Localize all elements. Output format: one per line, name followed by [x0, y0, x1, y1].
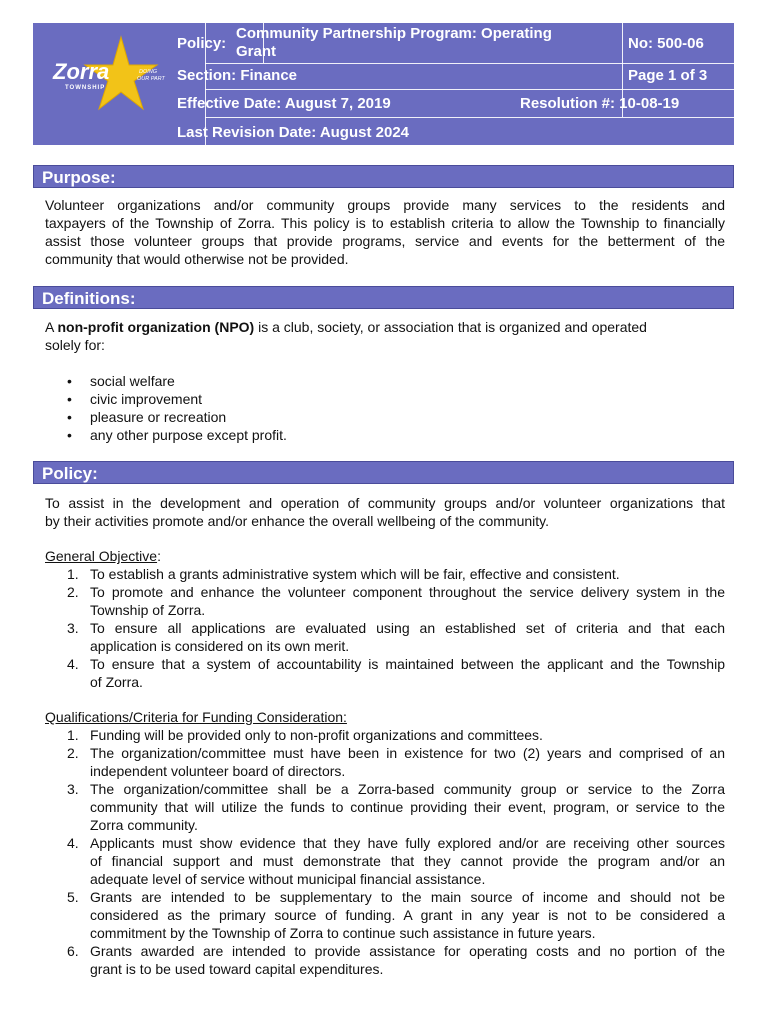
- list-item-line: The organization/committee must have been in existence for two (2) years and comprised of an: [90, 745, 725, 761]
- list-number: 6.: [67, 943, 79, 959]
- purpose-heading: Purpose:: [33, 165, 734, 188]
- list-number: 3.: [67, 620, 79, 636]
- list-item-line: commitment by the Township of Zorra to continue such assistance in future years.: [90, 925, 596, 941]
- list-number: 3.: [67, 781, 79, 797]
- logo-tagline-2: OUR PART: [137, 76, 165, 82]
- list-item-line: To ensure all applications are evaluated using an established set of criteria and that each: [90, 620, 725, 636]
- policy-header: [33, 23, 734, 145]
- policy-paragraph: To assist in the development and operation of community groups and/or volunteer organizations that by their activities promote and/or enhance the overall wellbeing of the community.: [45, 495, 725, 529]
- list-number: 2.: [67, 584, 79, 600]
- general-objectives-list: [45, 565, 725, 691]
- list-number: 2.: [67, 745, 79, 761]
- list-number: 5.: [67, 889, 79, 905]
- list-item-line: Zorra community.: [90, 817, 198, 833]
- qualifications-list: [45, 726, 725, 978]
- list-item-line: The organization/committee shall be a Zorra-based community group or service to the Zorra: [90, 781, 725, 797]
- list-item-line: To ensure that a system of accountability is maintained between the applicant and the Township: [90, 656, 725, 672]
- list-number: 1.: [67, 566, 79, 582]
- policy-number: No: 500-06: [628, 35, 704, 52]
- list-item-line: Grants are intended to be supplementary to the main source of income and should not be: [90, 889, 725, 905]
- list-item: [45, 655, 725, 691]
- policy-heading: Policy:: [33, 461, 734, 484]
- list-item-line: grant is to be used toward capital expenditures.: [90, 961, 384, 977]
- list-item: [45, 726, 725, 744]
- list-item-line: Grants awarded are intended to provide assistance for operating costs and no portion of the: [90, 943, 725, 959]
- policy-title-line1: Community Partnership Program: Operating: [236, 25, 552, 42]
- list-item-line: To promote and enhance the volunteer component throughout the service delivery system in the: [90, 584, 725, 600]
- list-item-line: Applicants must show evidence that they have fully explored and/or are receiving other sources: [90, 835, 725, 851]
- list-item: • social welfare: [45, 372, 287, 390]
- list-item: [45, 619, 725, 655]
- logo-township: TOWNSHIP: [65, 85, 106, 91]
- list-item: [45, 744, 725, 780]
- logo-tagline-1: DOING: [139, 69, 158, 75]
- policy-title-line2: Grant: [236, 43, 277, 60]
- purpose-paragraph: Volunteer organizations and/or community groups provide many services to the residents and taxpayers of the Township of Zorra. This policy is to establish criteria to allow the Township to financially assist those volunteer groups that provide programs, service and events for the betterment of the community that would otherwise not be provided.: [45, 197, 725, 267]
- resolution-number: Resolution #: 10-08-19: [520, 95, 680, 112]
- list-item: • civic improvement: [45, 390, 287, 408]
- npo-term: non-profit organization (NPO): [57, 319, 255, 335]
- list-item: [45, 565, 725, 583]
- list-item-line: community that will utilize the funds to continue providing their event, program, or service to the: [90, 799, 725, 815]
- npo-purpose-list: [45, 372, 287, 444]
- list-item-line: Township of Zorra.: [90, 602, 206, 618]
- list-item-line: adequate level of service without municipal financial assistance.: [90, 871, 486, 887]
- definitions-heading: Definitions:: [33, 286, 734, 309]
- list-item-line: independent volunteer board of directors.: [90, 763, 346, 779]
- qualifications-heading: Qualifications/Criteria for Funding Consideration:: [45, 709, 347, 725]
- logo-wordmark: Zorra: [53, 59, 110, 84]
- general-objective-heading: General Objective:: [45, 548, 161, 564]
- policy-label: Policy:: [177, 35, 227, 52]
- list-item-line: Funding will be provided only to non-profit organizations and committees.: [90, 727, 543, 743]
- list-item-line: of Zorra.: [90, 674, 143, 690]
- list-item-line: application is considered on its own merit.: [90, 638, 350, 654]
- list-number: 4.: [67, 835, 79, 851]
- list-item: [45, 834, 725, 888]
- list-item: [45, 780, 725, 834]
- last-revision-date: Last Revision Date: August 2024: [177, 124, 410, 141]
- npo-definition: A non-profit organization (NPO) is a club, society, or association that is organized and operated solely for:: [45, 319, 647, 353]
- section-field: Section: Finance: [177, 67, 298, 84]
- list-item: [45, 942, 725, 978]
- list-number: 1.: [67, 727, 79, 743]
- list-number: 4.: [67, 656, 79, 672]
- list-item-line: To establish a grants administrative system which will be fair, effective and consistent.: [90, 566, 620, 582]
- list-item: • any other purpose except profit.: [45, 426, 287, 444]
- effective-date: Effective Date: August 7, 2019: [177, 95, 391, 112]
- zorra-logo: [33, 23, 173, 145]
- list-item: • pleasure or recreation: [45, 408, 287, 426]
- list-item-line: considered as the primary source of funding. A grant in any year is not to be considered a: [90, 907, 725, 923]
- list-item-line: of financial support and must demonstrate that they cannot provide the program and/or an: [90, 853, 725, 869]
- list-item: [45, 583, 725, 619]
- page-indicator: Page 1 of 3: [628, 67, 708, 84]
- list-item: [45, 888, 725, 942]
